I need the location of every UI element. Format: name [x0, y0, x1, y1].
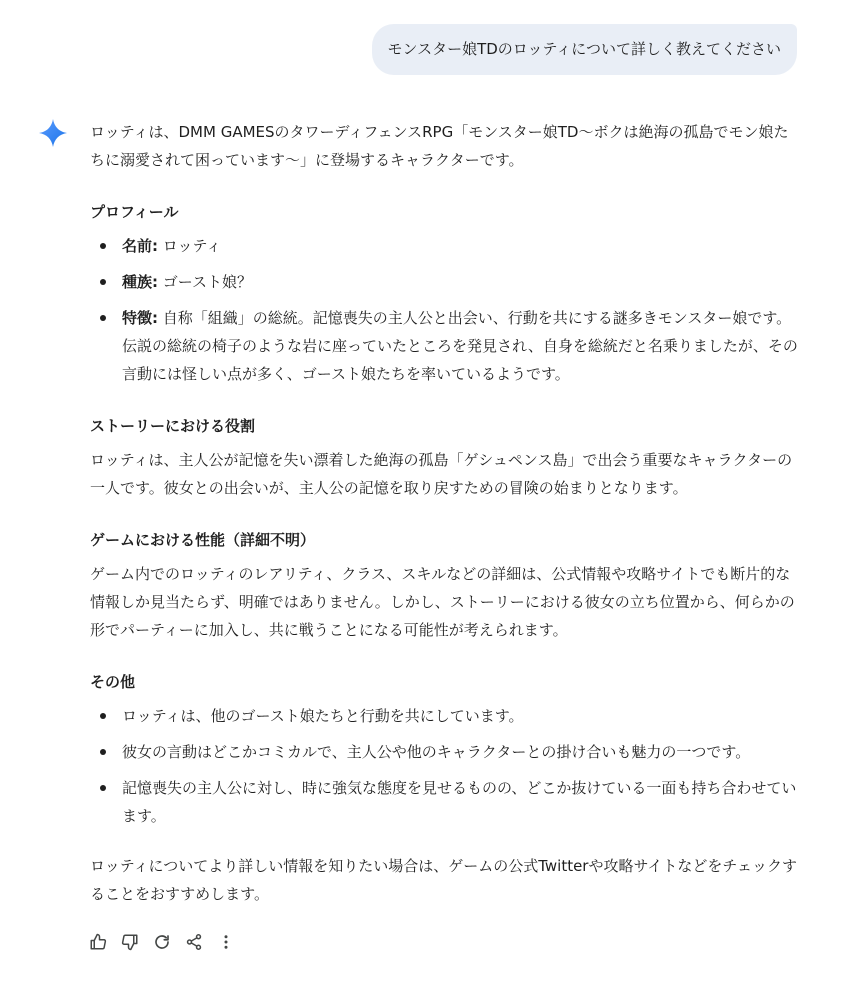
other-heading: その他 [90, 673, 136, 691]
thumbs-up-button[interactable] [88, 932, 108, 952]
game-heading: ゲームにおける性能（詳細不明） [90, 531, 316, 549]
assistant-response [90, 118, 798, 908]
list-item [90, 774, 798, 830]
gemini-spark-icon [38, 118, 68, 148]
response-actions [88, 932, 236, 952]
other-section [90, 668, 798, 830]
share-button[interactable] [184, 932, 204, 952]
closing-paragraph: ロッティについてより詳しい情報を知りたい場合は、ゲームの公式Twitterや攻略サイトなどをチェックすることをおすすめします。 [90, 857, 797, 903]
bullet-dot [100, 315, 106, 321]
regenerate-icon [153, 933, 171, 951]
bullet-dot [100, 279, 106, 285]
profile-value: 自称「組織」の総統。記憶喪失の主人公と出会い、行動を共にする謎多きモンスター娘です。伝説の総統の椅子のような岩に座っていたところを発見され、自身を総統だと名乗りましたが、その言動には怪しい点が多く、ゴースト娘たちを率いているようです。 [122, 309, 798, 383]
other-item-text: 彼女の言動はどこかコミカルで、主人公や他のキャラクターとの掛け合いも魅力の一つです。 [122, 743, 751, 761]
bullet-dot [100, 243, 106, 249]
list-item [90, 738, 798, 766]
profile-label: 特徴: [122, 309, 158, 327]
list-item [90, 304, 798, 388]
user-message-bubble [372, 24, 797, 75]
profile-label: 種族: [122, 273, 158, 291]
list-item [90, 232, 798, 260]
more-options-button[interactable] [216, 932, 236, 952]
profile-value: ゴースト娘？ [158, 273, 253, 291]
intro-paragraph: ロッティは、DMM GAMESのタワーディフェンスRPG「モンスター娘TD〜ボクは絶海の孤島でモン娘たちに溺愛されて困っています〜」に登場するキャラクターです。 [90, 123, 789, 169]
game-paragraph: ゲーム内でのロッティのレアリティ、クラス、スキルなどの詳細は、公式情報や攻略サイトでも断片的な情報しか見当たらず、明確ではありません。しかし、ストーリーにおける彼女の立ち位置から、何らかの形でパーティーに加入し、共に戦うことになる可能性が考えられます。 [90, 565, 795, 639]
other-list [90, 702, 798, 830]
regenerate-button[interactable] [152, 932, 172, 952]
profile-value: ロッティ [158, 237, 222, 255]
other-item-text: 記憶喪失の主人公に対し、時に強気な態度を見せるものの、どこか抜けている一面も持ち合わせています。 [122, 779, 797, 825]
profile-list [90, 232, 798, 388]
profile-heading: プロフィール [90, 203, 179, 221]
thumbs-up-icon [89, 933, 107, 951]
bullet-dot [100, 785, 106, 791]
thumbs-down-icon [121, 933, 139, 951]
story-paragraph: ロッティは、主人公が記憶を失い漂着した絶海の孤島「ゲシュペンス島」で出会う重要なキャラクターの一人です。彼女との出会いが、主人公の記憶を取り戻すための冒険の始まりとなります。 [90, 451, 793, 497]
story-section [90, 412, 798, 502]
bullet-dot [100, 749, 106, 755]
game-section [90, 526, 798, 644]
story-heading: ストーリーにおける役割 [90, 417, 256, 435]
list-item [90, 702, 798, 730]
bullet-dot [100, 713, 106, 719]
profile-section [90, 198, 798, 388]
other-item-text: ロッティは、他のゴースト娘たちと行動を共にしています。 [122, 707, 524, 725]
thumbs-down-button[interactable] [120, 932, 140, 952]
user-message-text: モンスター娘TDのロッティについて詳しく教えてください [387, 40, 781, 58]
more-vertical-icon [217, 933, 235, 951]
list-item [90, 268, 798, 296]
share-icon [185, 933, 203, 951]
profile-label: 名前: [122, 237, 158, 255]
